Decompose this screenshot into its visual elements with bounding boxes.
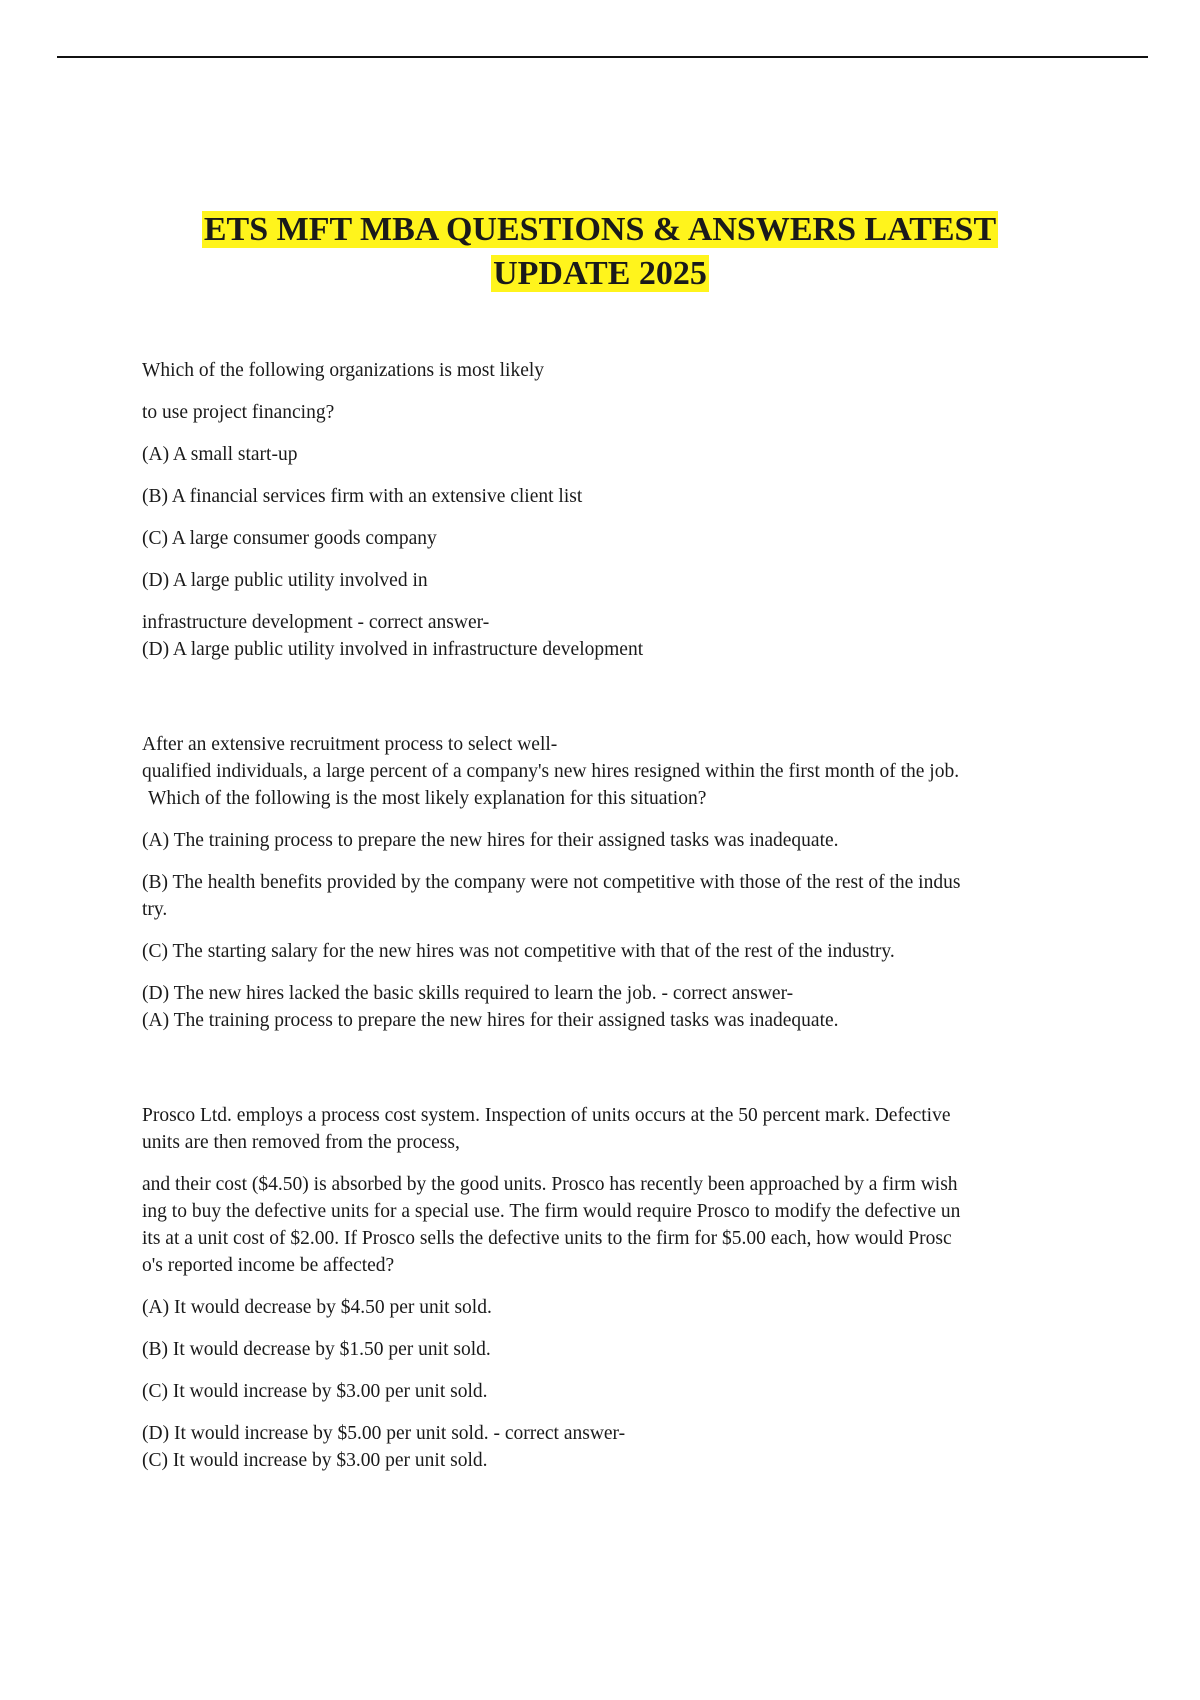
q1-option-d-line2: infrastructure development - correct answer-	[142, 612, 490, 633]
q2-answer: (A) The training process to prepare the new hires for their assigned tasks was inadequate.	[142, 1010, 839, 1031]
q3-option-c: (C) It would increase by $3.00 per unit sold.	[142, 1381, 488, 1402]
q3-option-d: (D) It would increase by $5.00 per unit sold. - correct answer-	[142, 1423, 626, 1444]
q2-option-b-line1: (B) The health benefits provided by the company were not competitive with those of the rest of the indus	[142, 872, 961, 893]
title-line-2: UPDATE 2025	[493, 255, 707, 292]
q3-option-a: (A) It would decrease by $4.50 per unit sold.	[142, 1297, 492, 1318]
q3-stem-line3: and their cost ($4.50) is absorbed by the good units. Prosco has recently been approached by a firm wish	[142, 1174, 958, 1195]
q2-stem-line3: Which of the following is the most likely explanation for this situation?	[148, 788, 707, 809]
q3-stem-line4: ing to buy the defective units for a special use. The firm would require Prosco to modify the defective un	[142, 1201, 961, 1222]
q1-option-d-line1: (D) A large public utility involved in	[142, 570, 428, 591]
q2-stem-line1: After an extensive recruitment process to select well-	[142, 734, 558, 755]
q2-stem-line2: qualified individuals, a large percent of a company's new hires resigned within the first month of the job.	[142, 761, 960, 782]
q1-option-a: (A) A small start-up	[142, 444, 298, 465]
q3-answer: (C) It would increase by $3.00 per unit sold.	[142, 1450, 488, 1471]
q1-stem-line2: to use project financing?	[142, 402, 335, 423]
q3-stem-line1: Prosco Ltd. employs a process cost system. Inspection of units occurs at the 50 percent mark. Defective	[142, 1105, 951, 1126]
q2-option-d: (D) The new hires lacked the basic skills required to learn the job. - correct answer-	[142, 983, 794, 1004]
question-3	[142, 1102, 1082, 1474]
q3-stem-line2: units are then removed from the process,	[142, 1132, 460, 1153]
questions-body	[142, 357, 1082, 1474]
title-line-1: ETS MFT MBA QUESTIONS & ANSWERS LATEST	[203, 211, 997, 248]
q3-stem-line6: o's reported income be affected?	[142, 1255, 395, 1276]
q2-option-b-line2: try.	[142, 899, 168, 920]
q2-option-a: (A) The training process to prepare the new hires for their assigned tasks was inadequate.	[142, 830, 839, 851]
header-rule	[57, 56, 1148, 58]
question-1	[142, 357, 1082, 663]
document-title	[0, 208, 1200, 296]
q1-option-b: (B) A financial services firm with an extensive client list	[142, 486, 583, 507]
q1-answer: (D) A large public utility involved in infrastructure development	[142, 639, 644, 660]
q3-stem-line5: its at a unit cost of $2.00. If Prosco sells the defective units to the firm for $5.00 each, how would Prosc	[142, 1228, 952, 1249]
q3-option-b: (B) It would decrease by $1.50 per unit sold.	[142, 1339, 491, 1360]
question-2	[142, 731, 1082, 1034]
q1-stem-line1: Which of the following organizations is most likely	[142, 360, 545, 381]
q1-option-c: (C) A large consumer goods company	[142, 528, 437, 549]
q2-option-c: (C) The starting salary for the new hires was not competitive with that of the rest of the industry.	[142, 941, 895, 962]
